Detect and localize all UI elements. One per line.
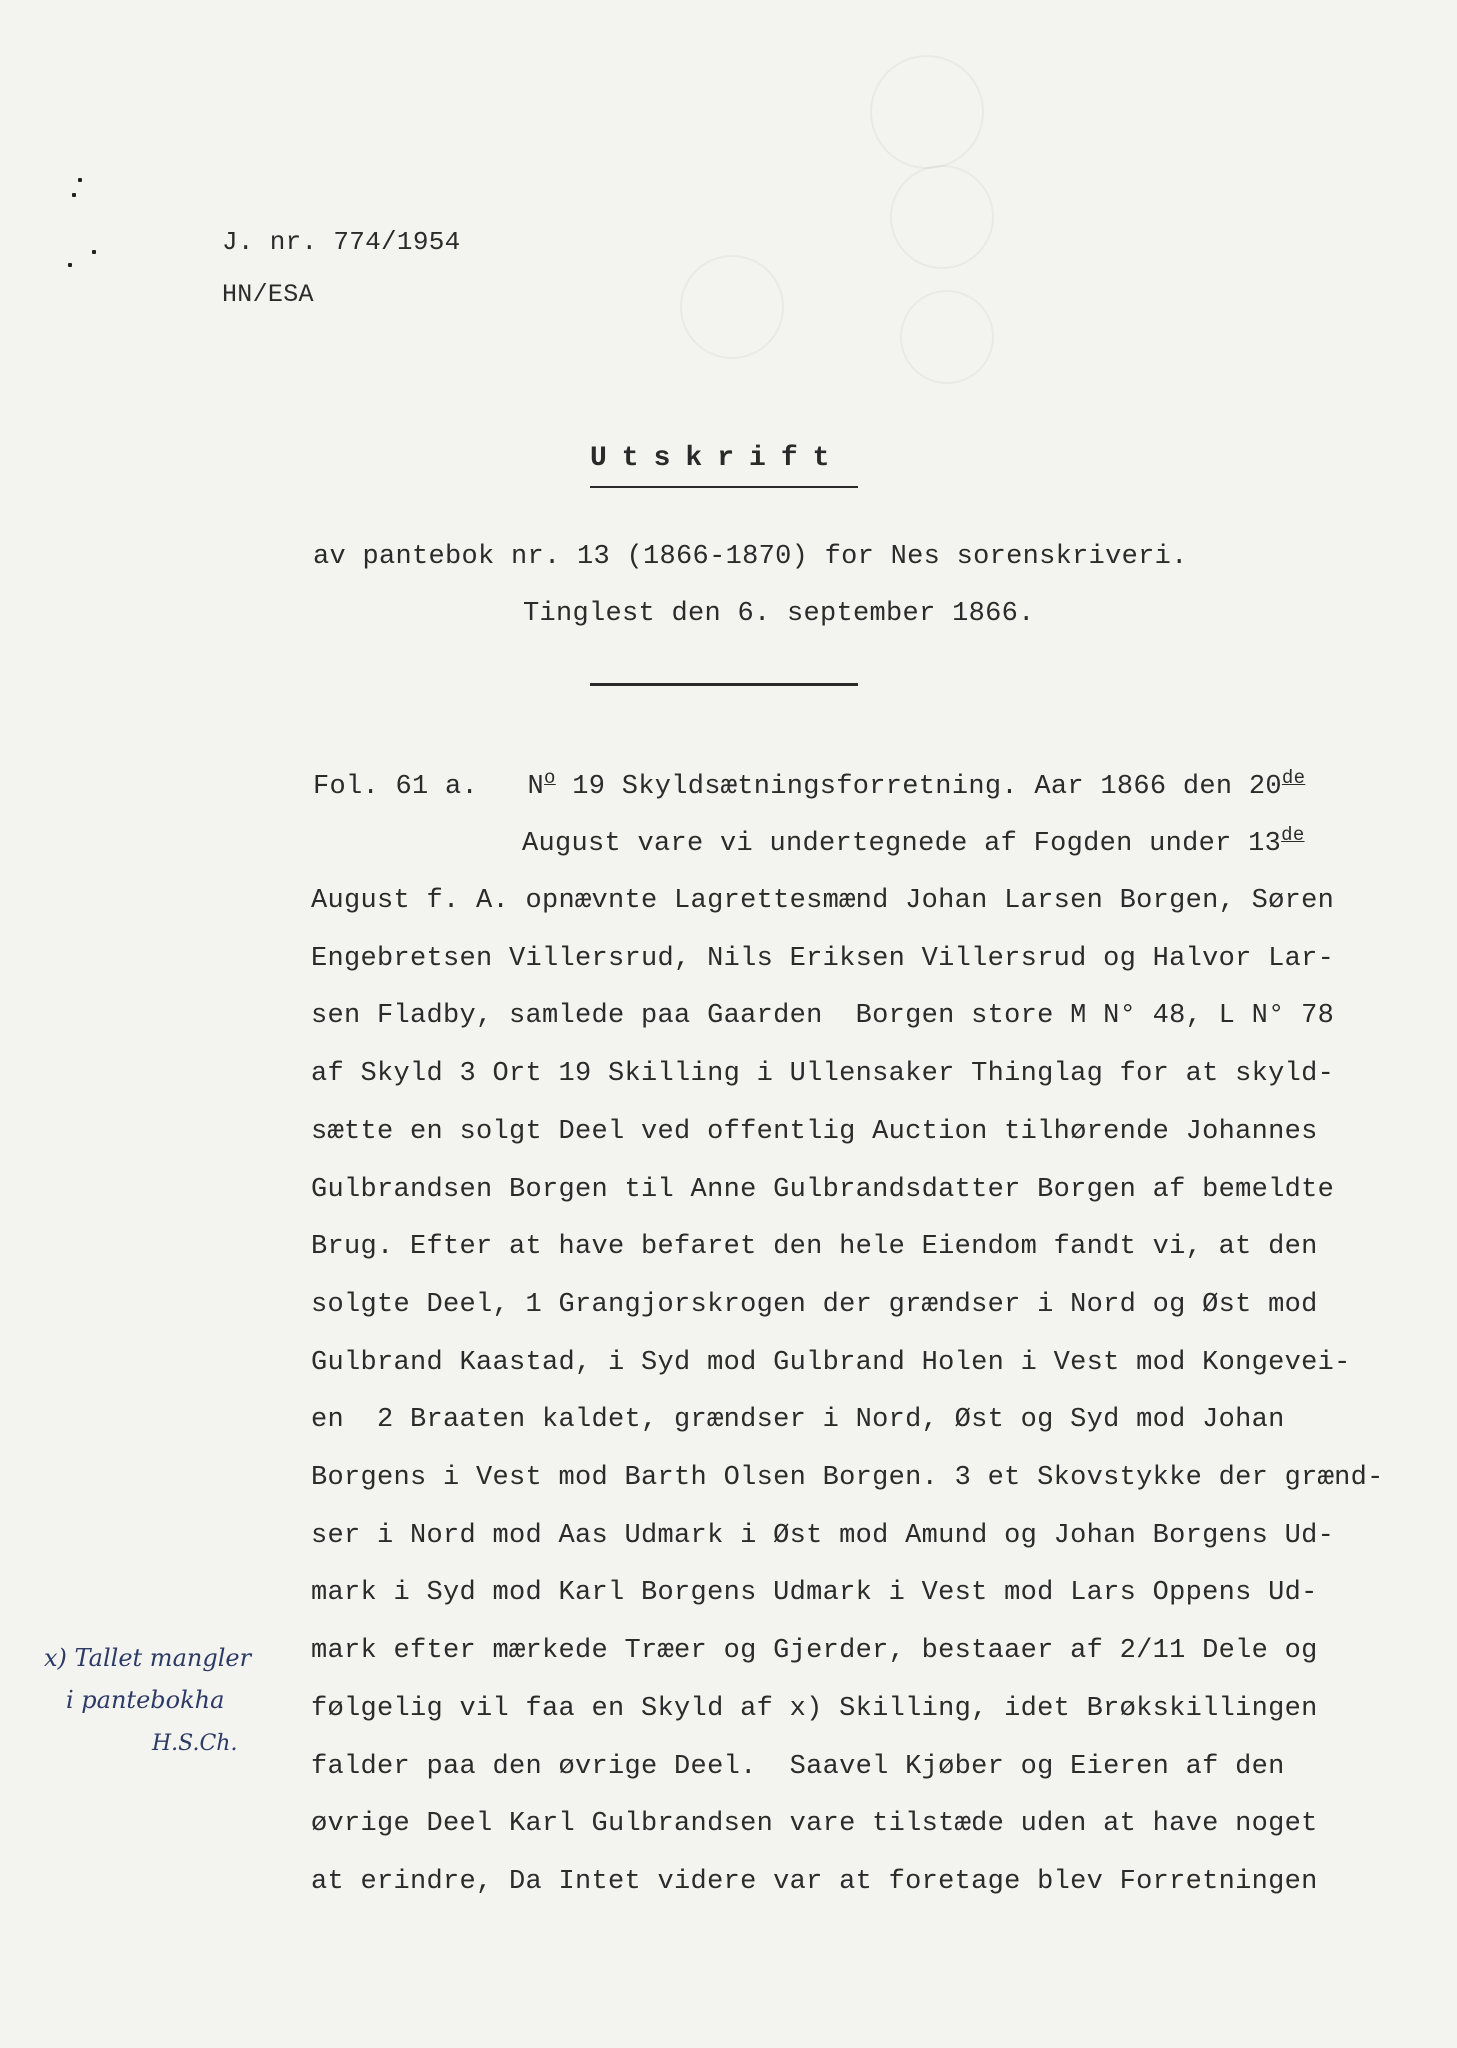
separator-line xyxy=(590,683,858,686)
journal-number: J. nr. 774/1954 xyxy=(222,227,461,257)
margin-note-line: i pantebokha xyxy=(66,1686,225,1714)
numero-sup: o xyxy=(544,767,556,789)
body-line: sen Fladby, samlede paa Gaarden Borgen store M N° 48, L N° 78 xyxy=(311,1001,1335,1032)
source-description: av pantebok nr. 13 (1866-1870) for Nes sorenskriveri. xyxy=(313,542,1188,572)
body-line: falder paa den øvrige Deel. Saavel Kjøber og Eieren af den xyxy=(311,1751,1285,1782)
body-line: solgte Deel, 1 Grangjorskrogen der grændser i Nord og Øst mod xyxy=(311,1289,1318,1320)
body-line: sætte en solgt Deel ved offentlig Auction tilhørende Johannes xyxy=(311,1116,1318,1147)
body-line: Gulbrandsen Borgen til Anne Gulbrandsdatter Borgen af bemeldte xyxy=(311,1174,1335,1205)
body-text: 19 Skyldsætningsforretning. Aar 1866 den 20 xyxy=(555,772,1282,802)
ordinal-sup: de xyxy=(1281,824,1305,846)
body-line: en 2 Braaten kaldet, grændser i Nord, Øst og Syd mod Johan xyxy=(311,1405,1285,1436)
document-title: Utskrift xyxy=(590,443,845,474)
body-line: Borgens i Vest mod Barth Olsen Borgen. 3 et Skovstykke der grænd- xyxy=(311,1463,1384,1493)
body-text: August vare vi undertegnede af Fogden under 13 xyxy=(522,829,1282,859)
bleed-through-stamp xyxy=(680,255,784,359)
title-underline xyxy=(590,486,858,488)
initials: HN/ESA xyxy=(222,280,314,309)
body-line: mark i Syd mod Karl Borgens Udmark i Vest mod Lars Oppens Ud- xyxy=(311,1578,1318,1609)
body-line: Brug. Efter at have befaret den hele Eiendom fandt vi, at den xyxy=(311,1232,1318,1263)
body-line-2 xyxy=(522,815,1305,874)
edge-mark xyxy=(78,178,82,182)
margin-note-line: x) Tallet mangler xyxy=(44,1644,252,1672)
body-line: at erindre, Da Intet videre var at foretage blev Forretningen xyxy=(311,1866,1318,1897)
body-line: mark efter mærkede Træer og Gjerder, bestaaer af 2/11 Dele og xyxy=(311,1636,1318,1667)
edge-mark xyxy=(72,193,76,197)
margin-note-signature: H.S.Ch. xyxy=(152,1731,238,1756)
bleed-through-stamp xyxy=(900,290,994,384)
body-line: følgelig vil faa en Skyld af x) Skilling, idet Brøkskillingen xyxy=(311,1693,1318,1724)
registration-date: Tinglest den 6. september 1866. xyxy=(523,599,1035,629)
ordinal-sup: de xyxy=(1281,767,1306,789)
body-line: af Skyld 3 Ort 19 Skilling i Ullensaker Thinglag for at skyld- xyxy=(311,1059,1335,1090)
body-line-1 xyxy=(313,758,1305,817)
body-line: øvrige Deel Karl Gulbrandsen vare tilstæde uden at have noget xyxy=(311,1809,1318,1840)
body-line: August f. A. opnævnte Lagrettesmænd Johan Larsen Borgen, Søren xyxy=(311,886,1335,916)
body-line: Engebretsen Villersrud, Nils Eriksen Villersrud og Halvor Lar- xyxy=(311,943,1335,974)
bleed-through-stamp xyxy=(870,55,984,169)
body-line: ser i Nord mod Aas Udmark i Øst mod Amund og Johan Borgens Ud- xyxy=(311,1520,1335,1551)
bleed-through-stamp xyxy=(890,165,994,269)
edge-mark xyxy=(92,250,96,254)
body-line: Gulbrand Kaastad, i Syd mod Gulbrand Holen i Vest mod Kongevei- xyxy=(311,1347,1351,1378)
edge-mark xyxy=(68,263,72,267)
folio-ref: Fol. 61 a. N xyxy=(313,772,545,802)
